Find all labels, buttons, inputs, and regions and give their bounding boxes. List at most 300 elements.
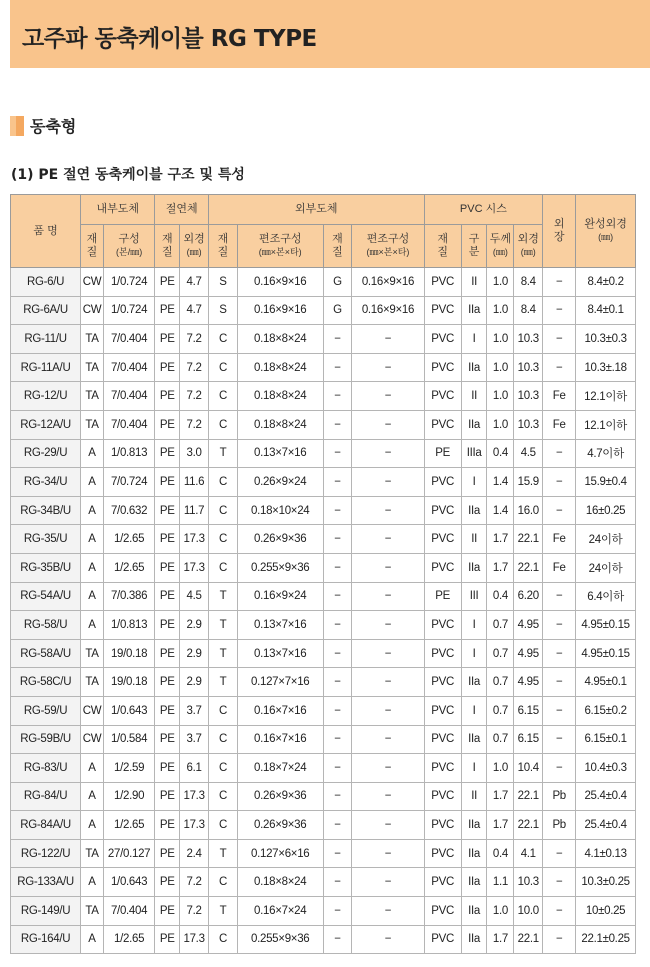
cell-inner-material: A [81,496,104,525]
cell-jacket: Pb [543,811,576,840]
cell-name: RG-133A/U [11,868,81,897]
cell-outer2-material: − [323,353,352,382]
table-row [11,468,636,497]
cell-inner-composition: 1/0.724 [103,296,155,325]
cell-sheath-class: II [461,268,487,297]
cell-finished-od: 16±0.25 [576,496,636,525]
cell-outer1-braid: 0.18×8×24 [237,382,323,411]
cell-outer2-braid: − [352,439,424,468]
cell-jacket: − [543,754,576,783]
cell-inner-composition: 27/0.127 [103,839,155,868]
cell-outer2-braid: − [352,353,424,382]
table-row [11,353,636,382]
header-od-unit: (㎜) [598,232,614,242]
header-inner-material: 재 질 [81,225,104,268]
cell-finished-od: 6.15±0.1 [576,725,636,754]
cell-inner-material: A [81,754,104,783]
cell-finished-od: 4.95±0.15 [576,639,636,668]
cell-jacket: − [543,496,576,525]
cell-jacket: Fe [543,410,576,439]
header-comp-label: 구성 [118,233,140,245]
table-row [11,410,636,439]
cell-sheath-class: IIa [461,811,487,840]
cell-inner-material: A [81,468,104,497]
header-braid2-label: 편조구성 [366,233,410,245]
cell-insul-od: 4.7 [180,296,209,325]
cell-finished-od: 24이하 [576,553,636,582]
cell-finished-od: 10.3±0.3 [576,325,636,354]
cell-sheath-class: IIa [461,410,487,439]
header-insul-material: 재 질 [155,225,180,268]
cell-outer2-braid: − [352,868,424,897]
cell-outer2-braid: − [352,525,424,554]
cell-outer1-braid: 0.255×9×36 [237,553,323,582]
cell-insul-od: 17.3 [180,553,209,582]
table-row [11,325,636,354]
cell-outer2-braid: − [352,897,424,926]
cell-sheath-thickness: 1.0 [487,325,514,354]
cell-sheath-material: PVC [424,325,461,354]
cell-outer2-material: G [323,268,352,297]
cell-finished-od: 10.3±0.25 [576,868,636,897]
cell-insul-od: 17.3 [180,925,209,954]
cell-inner-composition: 7/0.404 [103,382,155,411]
header-insul-od-label: 외경 [183,233,205,245]
cell-insul-od: 2.4 [180,839,209,868]
cell-insul-material: PE [155,553,180,582]
table-row [11,868,636,897]
cell-insul-od: 2.9 [180,611,209,640]
table-row [11,382,636,411]
header-sheath-class: 구 분 [461,225,487,268]
cell-inner-composition: 1/0.643 [103,696,155,725]
table-body [11,268,636,954]
header-braid1-unit: (㎜×본×타) [258,247,302,257]
cell-jacket: − [543,353,576,382]
cell-outer1-material: C [209,525,238,554]
cell-inner-composition: 1/2.65 [103,525,155,554]
cell-finished-od: 25.4±0.4 [576,811,636,840]
cell-outer2-braid: − [352,496,424,525]
cell-sheath-class: IIa [461,925,487,954]
cell-outer1-braid: 0.16×7×16 [237,725,323,754]
cell-jacket: − [543,839,576,868]
header-thick-label: 두께 [489,233,512,245]
cell-sheath-thickness: 1.0 [487,754,514,783]
cell-insul-material: PE [155,839,180,868]
cell-sheath-thickness: 1.4 [487,468,514,497]
cell-outer2-braid: − [352,725,424,754]
cell-sheath-class: II [461,782,487,811]
cell-insul-od: 17.3 [180,811,209,840]
cell-inner-composition: 7/0.404 [103,325,155,354]
cell-insul-material: PE [155,468,180,497]
cell-insul-material: PE [155,296,180,325]
cell-sheath-thickness: 1.0 [487,382,514,411]
cell-finished-od: 25.4±0.4 [576,782,636,811]
cell-name: RG-12A/U [11,410,81,439]
cell-finished-od: 22.1±0.25 [576,925,636,954]
cell-inner-material: CW [81,696,104,725]
cell-insul-material: PE [155,782,180,811]
cell-sheath-od: 4.95 [514,639,543,668]
cell-sheath-material: PVC [424,668,461,697]
cell-outer1-braid: 0.127×7×16 [237,668,323,697]
cell-sheath-od: 10.0 [514,897,543,926]
cell-outer1-braid: 0.26×9×36 [237,811,323,840]
cell-sheath-thickness: 0.4 [487,839,514,868]
cell-name: RG-58C/U [11,668,81,697]
cell-sheath-od: 6.20 [514,582,543,611]
cell-outer2-material: − [323,611,352,640]
cell-name: RG-34/U [11,468,81,497]
cell-sheath-od: 4.5 [514,439,543,468]
cell-sheath-class: IIa [461,553,487,582]
cell-outer2-braid: − [352,325,424,354]
cell-inner-composition: 1/0.724 [103,268,155,297]
cell-sheath-material: PVC [424,897,461,926]
header-braid1-label: 편조구성 [258,233,302,245]
cell-insul-od: 11.7 [180,496,209,525]
cell-sheath-od: 10.3 [514,382,543,411]
cell-outer1-braid: 0.16×9×16 [237,268,323,297]
cell-sheath-material: PVC [424,468,461,497]
cell-sheath-material: PVC [424,553,461,582]
cell-outer2-material: − [323,696,352,725]
cell-outer2-material: − [323,897,352,926]
cell-insul-material: PE [155,611,180,640]
cell-jacket: − [543,296,576,325]
table-row [11,668,636,697]
cell-inner-material: TA [81,639,104,668]
header-insul-od [180,225,209,268]
cell-insul-material: PE [155,897,180,926]
cell-outer2-material: − [323,410,352,439]
cell-insul-material: PE [155,325,180,354]
cell-sheath-class: I [461,611,487,640]
cell-sheath-thickness: 0.7 [487,725,514,754]
table-row [11,553,636,582]
cell-sheath-material: PVC [424,496,461,525]
cell-sheath-od: 10.3 [514,353,543,382]
cell-outer1-material: S [209,296,238,325]
cell-sheath-od: 10.3 [514,410,543,439]
cell-sheath-class: IIIa [461,439,487,468]
cell-jacket: − [543,582,576,611]
cell-outer1-material: C [209,553,238,582]
cell-outer1-material: C [209,811,238,840]
cell-outer2-braid: − [352,468,424,497]
cell-inner-composition: 7/0.404 [103,410,155,439]
cell-outer1-material: C [209,725,238,754]
cell-inner-material: CW [81,268,104,297]
cell-jacket: − [543,268,576,297]
cell-sheath-class: IIa [461,839,487,868]
header-braid2-unit: (㎜×본×타) [366,247,410,257]
cell-outer2-braid: − [352,611,424,640]
cell-sheath-od: 4.1 [514,839,543,868]
cell-outer1-braid: 0.18×8×24 [237,410,323,439]
cell-jacket: Pb [543,782,576,811]
cell-name: RG-59/U [11,696,81,725]
cell-insul-od: 7.2 [180,410,209,439]
header-outer-conductor: 외부도체 [209,195,425,225]
table-row [11,611,636,640]
table-row [11,296,636,325]
cell-outer2-material: − [323,811,352,840]
cell-jacket: − [543,468,576,497]
cell-finished-od: 10.3±.18 [576,353,636,382]
cell-outer2-material: − [323,725,352,754]
cell-outer2-braid: − [352,410,424,439]
cell-outer1-material: C [209,754,238,783]
cell-jacket: − [543,725,576,754]
cell-outer1-material: C [209,868,238,897]
cell-name: RG-58/U [11,611,81,640]
cell-outer2-material: − [323,582,352,611]
cell-outer1-material: C [209,925,238,954]
cell-name: RG-164/U [11,925,81,954]
cell-inner-material: CW [81,725,104,754]
cell-outer1-braid: 0.16×9×24 [237,582,323,611]
cell-finished-od: 4.95±0.15 [576,611,636,640]
cell-sheath-class: IIa [461,897,487,926]
cell-name: RG-12/U [11,382,81,411]
cell-outer1-material: T [209,839,238,868]
cell-sheath-material: PE [424,582,461,611]
cell-finished-od: 4.7이하 [576,439,636,468]
cell-outer1-braid: 0.26×9×36 [237,782,323,811]
table-row [11,782,636,811]
cell-outer1-braid: 0.16×7×16 [237,696,323,725]
cell-jacket: − [543,439,576,468]
cell-sheath-material: PVC [424,382,461,411]
table-row [11,754,636,783]
cell-insul-material: PE [155,925,180,954]
cell-outer2-braid: − [352,811,424,840]
header-pvc-sheath: PVC 시스 [424,195,543,225]
cell-sheath-od: 6.15 [514,696,543,725]
table-row [11,496,636,525]
cell-sheath-class: IIa [461,353,487,382]
cell-outer1-braid: 0.18×8×24 [237,868,323,897]
cell-outer1-material: C [209,353,238,382]
cell-outer2-braid: 0.16×9×16 [352,296,424,325]
cell-sheath-od: 22.1 [514,553,543,582]
cell-sheath-material: PE [424,439,461,468]
cell-inner-composition: 1/2.65 [103,925,155,954]
cell-insul-material: PE [155,811,180,840]
table-row [11,525,636,554]
cell-inner-material: A [81,439,104,468]
cell-jacket: Fe [543,553,576,582]
cell-outer1-material: C [209,782,238,811]
cell-finished-od: 6.4이하 [576,582,636,611]
cell-outer1-material: C [209,496,238,525]
cell-outer2-material: − [323,325,352,354]
cell-sheath-material: PVC [424,754,461,783]
header-finished-od [576,195,636,268]
cell-name: RG-122/U [11,839,81,868]
header-outer1-material: 재 질 [209,225,238,268]
cell-jacket: − [543,897,576,926]
cell-sheath-thickness: 1.7 [487,525,514,554]
cell-sheath-thickness: 1.7 [487,782,514,811]
header-insulation: 절연체 [155,195,209,225]
cell-inner-composition: 1/2.65 [103,811,155,840]
cell-sheath-material: PVC [424,296,461,325]
cell-insul-material: PE [155,868,180,897]
cell-inner-material: A [81,925,104,954]
cell-sheath-material: PVC [424,353,461,382]
cell-name: RG-84/U [11,782,81,811]
cell-sheath-material: PVC [424,925,461,954]
cell-inner-composition: 7/0.386 [103,582,155,611]
cell-inner-composition: 1/0.813 [103,611,155,640]
cell-sheath-thickness: 1.0 [487,897,514,926]
cell-inner-material: A [81,582,104,611]
cell-inner-material: A [81,611,104,640]
header-jacket: 외 장 [543,195,576,268]
cell-outer2-material: − [323,839,352,868]
cell-insul-material: PE [155,725,180,754]
cell-sheath-thickness: 1.7 [487,925,514,954]
cell-name: RG-35/U [11,525,81,554]
cell-insul-od: 3.7 [180,696,209,725]
cell-name: RG-34B/U [11,496,81,525]
cell-inner-composition: 1/0.813 [103,439,155,468]
cell-jacket: Fe [543,525,576,554]
cell-sheath-class: II [461,382,487,411]
table-row [11,439,636,468]
cell-name: RG-54A/U [11,582,81,611]
cell-inner-material: TA [81,325,104,354]
cell-insul-material: PE [155,439,180,468]
cell-outer1-braid: 0.26×9×36 [237,525,323,554]
cell-outer2-material: − [323,754,352,783]
table-row [11,811,636,840]
cell-finished-od: 8.4±0.2 [576,268,636,297]
cell-insul-od: 7.2 [180,325,209,354]
cell-outer1-material: T [209,439,238,468]
cell-sheath-thickness: 1.7 [487,553,514,582]
cell-sheath-material: PVC [424,268,461,297]
table-row [11,897,636,926]
cell-outer2-braid: − [352,582,424,611]
cell-outer1-braid: 0.26×9×24 [237,468,323,497]
cell-outer1-material: C [209,325,238,354]
cell-name: RG-6/U [11,268,81,297]
cell-sheath-thickness: 1.0 [487,268,514,297]
cell-sheath-od: 10.3 [514,868,543,897]
cell-sheath-class: II [461,525,487,554]
header-sheath-material: 재 질 [424,225,461,268]
cell-inner-composition: 1/2.59 [103,754,155,783]
cell-insul-od: 4.5 [180,582,209,611]
cell-outer1-material: C [209,696,238,725]
cell-sheath-class: I [461,639,487,668]
cell-insul-material: PE [155,639,180,668]
cell-insul-od: 7.2 [180,897,209,926]
table-row [11,839,636,868]
header-sheath-thickness [487,225,514,268]
cell-sheath-thickness: 0.7 [487,611,514,640]
page-title: 고주파 동축케이블 RG TYPE [22,26,317,52]
cell-outer2-material: − [323,668,352,697]
cell-inner-material: A [81,811,104,840]
header-outer1-braid [237,225,323,268]
cell-sheath-thickness: 1.1 [487,868,514,897]
cell-sheath-class: I [461,325,487,354]
cell-outer1-braid: 0.13×7×16 [237,611,323,640]
cell-outer1-braid: 0.13×7×16 [237,439,323,468]
cell-outer1-material: C [209,382,238,411]
cell-outer1-material: T [209,668,238,697]
header-thick-unit: (㎜) [492,247,508,257]
cell-sheath-od: 22.1 [514,782,543,811]
cell-finished-od: 12.1이하 [576,382,636,411]
header-outer2-material: 재 질 [323,225,352,268]
cell-sheath-material: PVC [424,839,461,868]
cell-inner-composition: 7/0.724 [103,468,155,497]
cell-insul-od: 2.9 [180,639,209,668]
cell-sheath-od: 22.1 [514,925,543,954]
cell-finished-od: 12.1이하 [576,410,636,439]
cell-inner-material: A [81,868,104,897]
title-banner [10,0,650,68]
cell-name: RG-58A/U [11,639,81,668]
cell-inner-composition: 7/0.404 [103,897,155,926]
cell-sheath-thickness: 1.0 [487,296,514,325]
cell-outer2-braid: 0.16×9×16 [352,268,424,297]
cell-outer2-braid: − [352,668,424,697]
cell-insul-od: 17.3 [180,525,209,554]
cell-sheath-material: PVC [424,811,461,840]
cell-name: RG-6A/U [11,296,81,325]
cell-jacket: − [543,868,576,897]
cell-jacket: − [543,925,576,954]
cell-sheath-od: 22.1 [514,811,543,840]
cell-outer2-material: − [323,468,352,497]
cell-outer1-material: C [209,468,238,497]
cell-sheath-material: PVC [424,525,461,554]
cell-insul-material: PE [155,582,180,611]
cell-finished-od: 10±0.25 [576,897,636,926]
cell-sheath-class: IIa [461,668,487,697]
cell-finished-od: 24이하 [576,525,636,554]
cell-sheath-material: PVC [424,696,461,725]
cell-outer1-braid: 0.18×8×24 [237,325,323,354]
header-od-label: 완성외경 [584,218,627,230]
cell-insul-material: PE [155,353,180,382]
cell-sheath-material: PVC [424,611,461,640]
cell-outer2-material: − [323,553,352,582]
cell-insul-od: 3.7 [180,725,209,754]
cell-sheath-class: IIa [461,868,487,897]
cell-inner-composition: 1/0.584 [103,725,155,754]
cell-sheath-class: I [461,468,487,497]
cell-outer1-material: C [209,410,238,439]
cell-insul-material: PE [155,754,180,783]
table-row [11,696,636,725]
cell-jacket: − [543,668,576,697]
cell-outer2-material: − [323,382,352,411]
cell-inner-composition: 19/0.18 [103,639,155,668]
cell-jacket: − [543,325,576,354]
cell-outer1-material: T [209,582,238,611]
cell-outer2-braid: − [352,925,424,954]
cell-inner-composition: 1/2.65 [103,553,155,582]
